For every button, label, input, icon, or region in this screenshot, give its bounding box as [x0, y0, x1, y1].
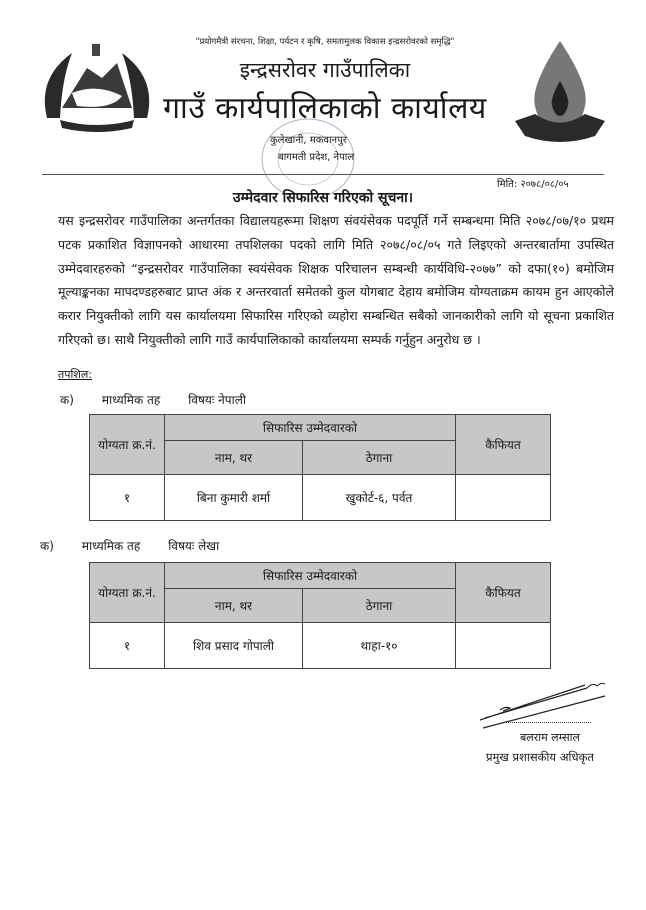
section-marker: क) [40, 539, 54, 553]
section-subject: विषयः नेपाली [188, 393, 246, 407]
notice-title: उम्मेदवार सिफारिस गरिएको सूचना। [232, 190, 414, 206]
header-remarks: कैफियत [456, 415, 551, 475]
header-name: नाम, थर [165, 589, 303, 623]
notice-body: यस इन्द्रसरोवर गाउँपालिका अन्तर्गतका विद्यालयहरूमा शिक्षण संवयंसेवक पदपूर्ति गर्ने सम्बन्धमा मिति २०७८/०७/१० प्रथम पटक प्रकाशित विज्ञापनको आधारमा तपशिलका पदको लागि मिति २०७८/०८/०५ गते लिइएको अन्तरबार्तामा उपस्थित उम्मेदवारहरुको “इन्द्रसरोवर गाउँपालिका स्वयंसेवक शिक्षक परिचालन सम्बन्धी कार्यविधि-२०७७” को दफा(१०) बमोजिम मूल्याङ्कनका मापदण्डहरुबाट प्राप्त अंक र अन्तरवार्ता समेतको कुल योगबाट देहाय बमोजिम योग्यताक्रम कायम हुन आएकोले करार नियुक्तीको लागि यस कार्यालयमा सिफारिस गरिएको व्यहोरा सम्बन्धित सबैको जानकारीको लागि यो सूचना प्रकाशित गरिएको छ। साथै नियुक्तीको लागि गाउँ कार्यपालिकाको कार्यालयमा सम्पर्क गर्नुहुन अनुरोध छ । [58, 213, 614, 347]
table-row [90, 623, 551, 669]
header-address: ठेगाना [303, 589, 456, 623]
details-label: तपशिल: [58, 368, 93, 381]
motto: "प्रयोगमैत्री संरचना, शिक्षा, पर्यटन र कृषि, समतामुलक विकास इन्द्रसरोवरको समृद्धि" [195, 37, 455, 47]
header-group: सिफारिस उम्मेदवारको [165, 415, 456, 441]
notice-date: मिति: २०७८/०८/०५ [497, 179, 569, 190]
header-name: नाम, थर [165, 441, 303, 475]
table-row [90, 475, 551, 521]
header-remarks: कैफियत [456, 563, 551, 623]
section-heading [60, 391, 274, 408]
header-group: सिफारिस उम्मेदवारको [165, 563, 456, 589]
signatory-name: बलराम लम्साल [520, 731, 580, 744]
candidate-table [89, 562, 551, 669]
address-line-1: कुलेखानी, मकवानपुर [270, 135, 347, 146]
section-level: माध्यमिक तह [81, 539, 141, 553]
address-line-2: बागमती प्रदेश, नेपाल [278, 152, 355, 163]
cell-rank: १ [90, 623, 165, 669]
office-name: गाउँ कार्यपालिकाको कार्यालय [163, 91, 487, 126]
signatory-title: प्रमुख प्रशासकीय अधिकृत [486, 750, 594, 764]
cell-name: शिव प्रसाद गोपाली [165, 623, 303, 669]
header-address: ठेगाना [303, 441, 456, 475]
water-drop-emblem-icon [510, 36, 610, 156]
section-heading [40, 537, 247, 554]
cell-name: बिना कुमारी शर्मा [165, 475, 303, 521]
cell-remarks [456, 623, 551, 669]
header-rank: योग्यता क्र.नं. [90, 563, 165, 623]
section-subject: विषयः लेखा [168, 539, 220, 553]
cell-remarks [456, 475, 551, 521]
cell-address: थाहा-१० [303, 623, 456, 669]
candidate-table [89, 414, 551, 521]
signature-line [503, 722, 591, 723]
org-name: इन्द्रसरोवर गाउँपालिका [239, 58, 411, 82]
cell-address: खुकोर्ट-६, पर्वत [303, 475, 456, 521]
cell-rank: १ [90, 475, 165, 521]
section-level: माध्यमिक तह [101, 393, 161, 407]
header-rank: योग्यता क्र.नं. [90, 415, 165, 475]
section-marker: क) [60, 393, 74, 407]
header-divider [42, 174, 604, 175]
